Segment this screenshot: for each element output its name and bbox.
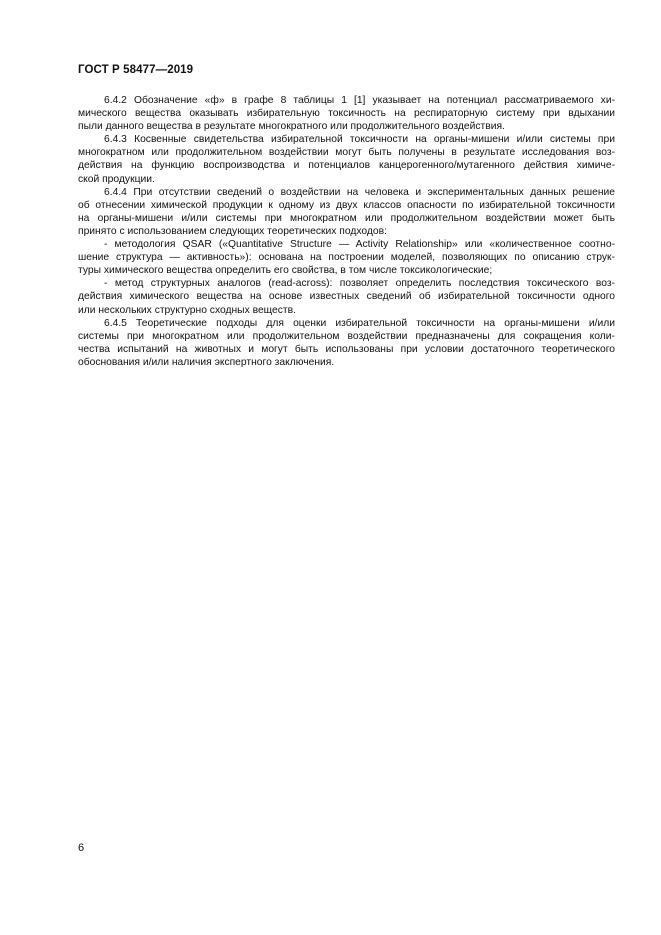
text-line: 6.4.5 Теоретические подходы для оценки избирательной токсичности на органы-мишени и/или (104, 317, 615, 329)
text-line: на органы-мишени и/или системы при многократном или продолжительном воздействии может быть (78, 212, 615, 224)
paragraph-6-4-3 (78, 133, 615, 185)
list-item-qsar (78, 238, 615, 277)
text-line: ской продукции. (78, 173, 155, 185)
list-item-read-across (78, 277, 615, 316)
text-line: туры химического вещества определить его свойства, в том числе токсикологические; (78, 265, 493, 277)
text-line: или нескольких структурно сходных веществ. (78, 304, 296, 316)
text-line: об отнесении химической продукции к одному из двух классов опасности по избирательной токсичности (78, 199, 615, 211)
text-line: многократном или продолжительном воздействии могут быть получены в результате исследования воз- (78, 147, 615, 159)
text-line: - метод структурных аналогов (read-across): позволяет определить последствия токсического воз- (104, 278, 615, 290)
text-line: мического вещества оказывать избирательную токсичность на респираторную систему при вдыхании (78, 108, 615, 120)
text-line: действия химического вещества на основе известных сведений об избирательной токсичности одного (78, 291, 615, 303)
text-line: - методология QSAR («Quantitative Structure — Activity Relationship» или «количественное соотно- (104, 239, 615, 251)
standard-header: ГОСТ Р 58477—2019 (78, 64, 194, 76)
text-line: пыли данного вещества в результате многократного или продолжительного воздействия. (78, 121, 505, 133)
text-line: обоснования и/или наличия экспертного заключения. (78, 356, 335, 368)
text-line: чества испытаний на животных и могут быть использованы при условии достаточного теоретического (78, 343, 615, 355)
paragraph-6-4-4 (78, 186, 615, 238)
text-line: принято с использованием следующих теоретических подходов: (78, 225, 387, 237)
text-line: действия на функцию воспроизводства и потенциалов канцерогенного/мутагенного действия химиче- (78, 160, 615, 172)
page-number: 6 (78, 842, 85, 854)
paragraph-6-4-5 (78, 317, 615, 369)
text-line: шение структура — активность»): основана на построении моделей, позволяющих по описанию струк- (78, 252, 615, 264)
text-line: 6.4.2 Обозначение «ф» в графе 8 таблицы 1 [1] указывает на потенциал рассматриваемого хи- (104, 95, 615, 106)
paragraph-6-4-2 (78, 94, 615, 133)
text-line: 6.4.4 При отсутствии сведений о воздействии на человека и экспериментальных данных решение (104, 186, 615, 198)
text-line: системы при многократном или продолжительном воздействии предназначены для сокращения коли- (78, 330, 615, 342)
document-body (78, 94, 615, 369)
text-line: 6.4.3 Косвенные свидетельства избирательной токсичности на органы-мишени и/или системы при (104, 134, 615, 146)
